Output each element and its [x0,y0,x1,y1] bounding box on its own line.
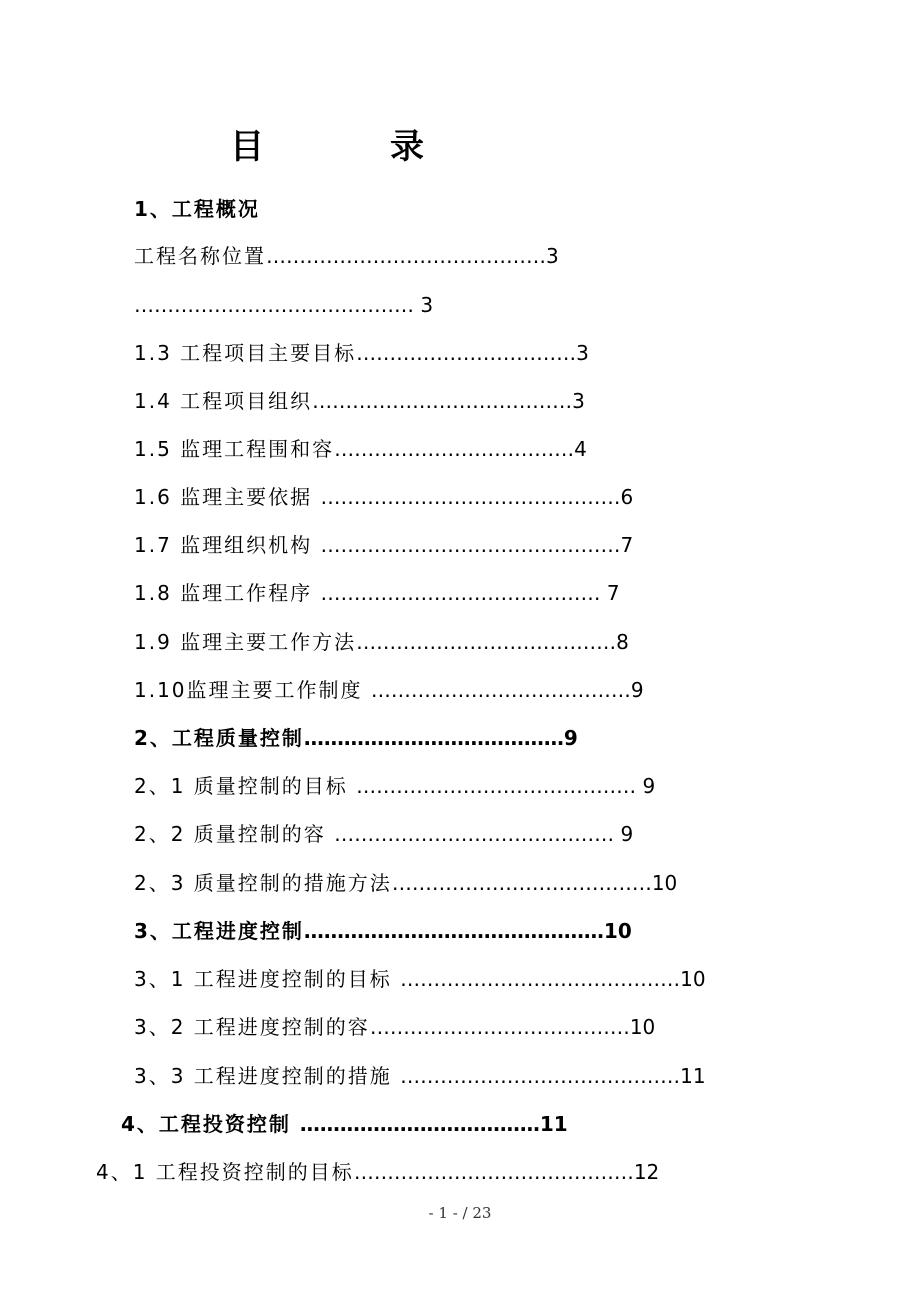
toc-page-number: 10 [629,1015,656,1039]
toc-entry-label: 1.6 监理主要依据 [134,485,321,509]
toc-leader-dots: ………………………………… [370,678,631,702]
toc-entry-3-1[interactable] [134,963,706,995]
toc-page-number: 11 [539,1112,568,1136]
toc-page-number: 9 [563,726,578,750]
toc-entry-label: 1.5 监理工程围和容 [134,437,335,461]
toc-entry-label: 4、工程投资控制 [121,1112,300,1136]
toc-entry-1-10[interactable] [134,674,644,706]
toc-leader-dots: …………………………………… [356,774,643,798]
toc-leader-dots: ……………………………………… [320,485,621,509]
toc-entry-label: 1.7 监理组织机构 [134,533,321,557]
toc-page-number: 7 [606,581,620,605]
toc-entry-label: 1.10监理主要工作制度 [134,678,371,702]
toc-entry-2-3[interactable] [134,867,677,899]
page-footer: - 1 - / 23 [428,1204,492,1222]
toc-page-number: 8 [616,630,629,654]
toc-entry-1-8[interactable] [134,577,620,609]
toc-entry-label: 1、工程概况 [134,197,260,221]
toc-title [230,122,424,172]
toc-entry-1-6[interactable] [134,481,633,513]
toc-entry-label: 4、1 工程投资控制的目标 [96,1160,354,1184]
toc-entry-1-4[interactable] [134,385,585,417]
toc-leader-dots: …………………………………… [334,822,621,846]
toc-entry-label: 3、2 工程进度控制的容 [134,1015,370,1039]
toc-leader-dots: ……………………………… [334,437,575,461]
toc-leader-dots: ……………………………… [299,1112,540,1136]
toc-page-number: 11 [680,1064,706,1088]
toc-entry-label: 2、3 质量控制的措施方法 [134,871,392,895]
toc-leader-dots: …………………………………… [400,1064,681,1088]
toc-leader-dots: …………………………………… [320,581,607,605]
toc-leader-dots: ………………………………… [303,726,564,750]
toc-entry-1-7[interactable] [134,529,633,561]
toc-entry-1-5[interactable] [134,433,587,465]
toc-page-number: 10 [651,871,678,895]
toc-entry-3-3[interactable] [134,1060,706,1092]
toc-entry-label: 3、1 工程进度控制的目标 [134,967,401,991]
toc-entry-label: 2、2 质量控制的容 [134,822,335,846]
toc-entry-1-1[interactable] [134,240,559,272]
toc-entry-4-1[interactable] [96,1156,659,1188]
toc-entry-1-9[interactable] [134,626,629,658]
toc-page-number: 3 [576,341,589,365]
toc-page-number: 7 [620,533,634,557]
toc-page-number: 9 [620,822,634,846]
toc-entry-1-2[interactable] [134,289,433,321]
toc-entry-label: 1.4 工程项目组织 [134,389,313,413]
toc-entry-label: 1.3 工程项目主要目标 [134,341,357,365]
toc-entry-1[interactable] [134,193,260,225]
toc-leader-dots: ……………………………………… [303,919,604,943]
toc-page-number: 3 [572,389,585,413]
toc-entry-2-2[interactable] [134,818,633,850]
toc-entry-label: 2、1 质量控制的目标 [134,774,357,798]
toc-page-number: 10 [603,919,632,943]
toc-leader-dots: …………………………… [356,341,577,365]
toc-entry-3[interactable] [134,915,632,947]
toc-page-number: 3 [546,244,559,268]
toc-entry-label: 1.9 监理主要工作方法 [134,630,357,654]
toc-entry-label: 3、工程进度控制 [134,919,304,943]
toc-leader-dots: ………………………………… [391,871,652,895]
toc-page-number: 12 [633,1160,660,1184]
toc-leader-dots: ………………………………… [369,1015,630,1039]
toc-leader-dots: ………………………………… [356,630,617,654]
toc-title-right: 录 [390,127,424,167]
toc-leader-dots: …………………………………… [134,293,421,317]
toc-leader-dots: …………………………………… [353,1160,634,1184]
toc-entry-2[interactable] [134,722,578,754]
toc-entry-label: 1.8 监理工作程序 [134,581,321,605]
toc-page-number: 9 [642,774,656,798]
toc-entry-2-1[interactable] [134,770,655,802]
toc-page-number: 9 [630,678,644,702]
toc-page-number: 4 [574,437,587,461]
toc-leader-dots: ………………………………… [312,389,573,413]
toc-entry-3-2[interactable] [134,1011,655,1043]
toc-entry-label: 3、3 工程进度控制的措施 [134,1064,401,1088]
toc-leader-dots: …………………………………… [266,244,546,268]
toc-leader-dots: …………………………………… [400,967,681,991]
toc-page-number: 6 [620,485,634,509]
toc-leader-dots: ……………………………………… [320,533,621,557]
toc-entry-label: 2、工程质量控制 [134,726,304,750]
toc-page-number: 3 [420,293,434,317]
toc-entry-4[interactable] [121,1108,568,1140]
toc-entry-label: 工程名称位置 [134,244,266,268]
toc-title-left: 目 [230,127,264,167]
toc-entry-1-3[interactable] [134,337,589,369]
toc-page-number: 10 [680,967,706,991]
